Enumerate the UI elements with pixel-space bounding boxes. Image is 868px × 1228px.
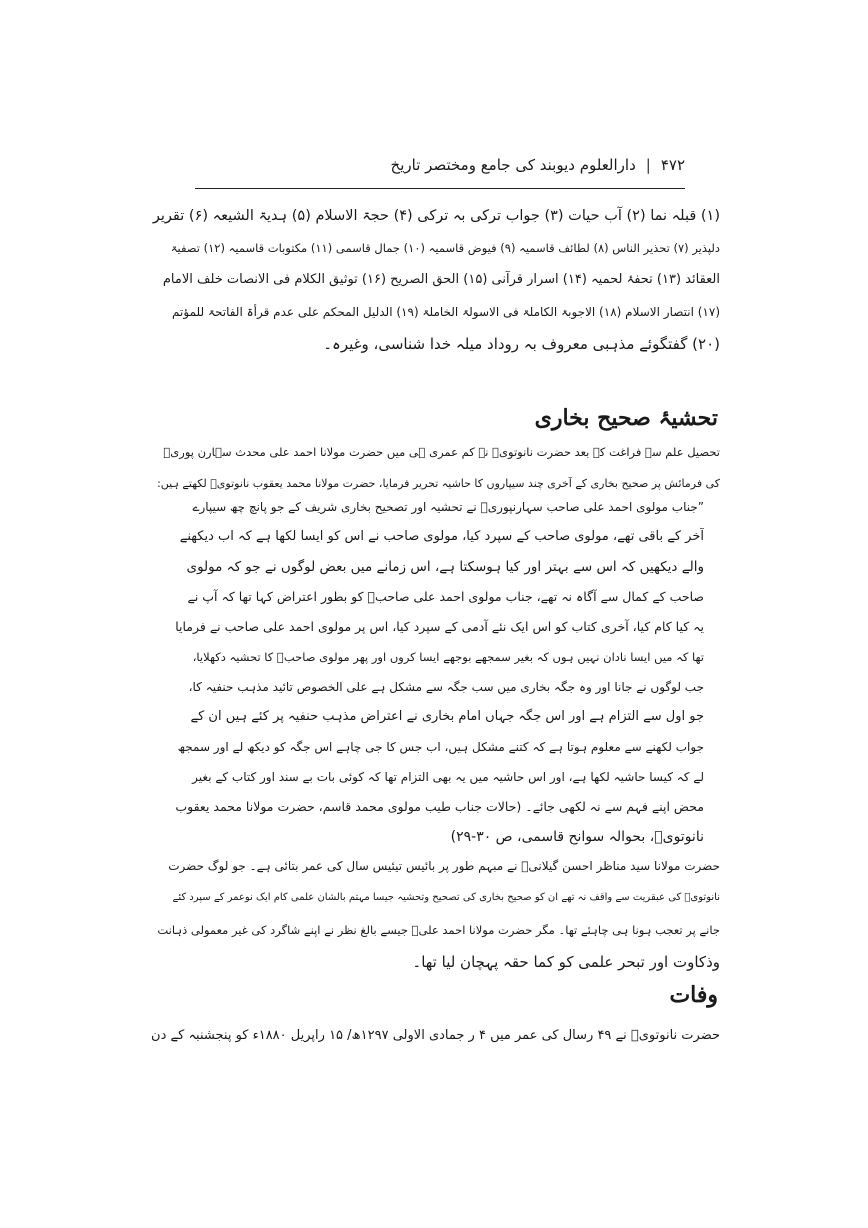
quote-line: یہ کیا کام کیا، آخری کتاب کو اس ایک نئے آدمی کے سپرد کیا، اس پر مولوی احمد علی صاحب نے فرمایا bbox=[175, 619, 704, 634]
paragraph-line: وذکاوت اور تبحر علمی کو کما حقہ پہچان لیا تھا۔ bbox=[412, 953, 720, 971]
books-list-line: العقائد (۱۳) تحفۂ لحمیہ (۱۴) اسرار قرآنی (۱۵) الحق الصریح (۱۶) توثیق الکلام فی الانصات خلف الامام bbox=[162, 272, 720, 287]
quote-line: والے دیکھیں کہ اس سے بہتر اور کیا ہوسکتا ہے، اس زمانے میں بعض لوگوں نے جو کہ مولوی bbox=[186, 559, 704, 575]
section-heading-wafat: وفات bbox=[669, 982, 718, 1008]
paragraph-line: نانوتویؒ کی عبقریت سے واقف نہ تھے ان کو صحیح بخاری کی تصحیح وتحشیہ جیسا مہتم بالشان علمی کام ایک نوعمر کے سپرد کئے bbox=[172, 892, 720, 903]
books-list-line: (۲۰) گفتگوئے مذہبی معروف بہ روداد میلہ خدا شناسی، وغیرہ۔ bbox=[323, 335, 720, 353]
books-list-line: (۱) قبلہ نما (۲) آب حیات (۳) جواب ترکی بہ ترکی (۴) حجۃ الاسلام (۵) ہدیۃ الشیعہ (۶) تقریر bbox=[152, 208, 720, 224]
quote-line: لے کہ کیسا حاشیہ لکھا ہے، اور اس حاشیہ میں یہ بھی التزام تھا کہ کوئی بات بے سند اور کتاب کے بغیر bbox=[192, 770, 704, 784]
quote-line: صاحب کے کمال سے آگاہ نہ تھے، جناب مولوی احمد علی صاحبؒ کو بطور اعتراض کہا تھا کہ آپ نے bbox=[187, 589, 704, 604]
quote-line: ”جناب مولوی احمد علی صاحب سہارنپوریؒ نے تحشیہ اور تصحیح بخاری شریف کے جو پانچ چھ سیپارے bbox=[192, 500, 704, 514]
paragraph-line: حضرت مولانا سید مناظر احسن گیلانیؒ نے مبہم طور پر بائیس تیئیس سال کی عمر بتائی ہے۔ جو لوگ حضرت bbox=[168, 859, 720, 873]
book-title: دارالعلوم دیوبند کی جامع ومختصر تاریخ bbox=[390, 156, 636, 174]
page-number: ۴۷۲ bbox=[660, 156, 685, 174]
books-list bbox=[150, 200, 720, 360]
books-list-line: (۱۷) انتصار الاسلام (۱۸) الاجوبۃ الکاملۃ فی الاسولۃ الخاملۃ (۱۹) الدلیل المحکم علی عدم قرأۃ الفاتحۃ للمؤتم bbox=[172, 305, 720, 319]
books-list-line: دلپذیر (۷) تحذیر الناس (۸) لطائف قاسمیہ (۹) فیوض قاسمیہ (۱۰) جمال قاسمی (۱۱) مکتوبات قاسمیہ (۱۲) تصفیۃ bbox=[170, 241, 720, 255]
paragraph-line: حضرت نانوتویؒ نے ۴۹ رسال کی عمر میں ۴ ر جمادی الاولی ۱۲۹۷ھ/ ۱۵ راپریل ۱۸۸۰ء کو پنجشنبہ کے دن bbox=[151, 1028, 720, 1043]
paragraph-line: جانے پر تعجب ہونا ہی چاہئے تھا۔ مگر حضرت مولانا احمد علیؒ جیسے بالغ نظر نے اپنے شاگرد کی غیر معمولی ذہانت bbox=[157, 923, 720, 937]
quote-line: جو اول سے التزام ہے اور اس جگہ جہاں امام بخاری نے اعتراض مذہب حنفیہ پر کئے ہیں ان کے bbox=[190, 709, 704, 724]
header-separator: | bbox=[645, 156, 651, 174]
quote-line: تھا کہ میں ایسا نادان نہیں ہوں کہ بغیر سمجھے بوجھے ایسا کروں اور پھر مولوی صاحبؒ کا تحشیہ دکھلایا، bbox=[192, 650, 704, 664]
quote-line: جب لوگوں نے جانا اور وہ جگہ بخاری میں سب جگہ سے مشکل ہے علی الخصوص تائید مذہب حنفیہ کا، bbox=[188, 680, 704, 694]
paragraph-line: تحصیل علم سے فراغت کے بعد حضرت نانوتویؒ نے کم عمری ہی میں حضرت مولانا احمد علی محدث سہارن پوریؒ bbox=[163, 445, 720, 459]
paragraph-line: کی فرمائش پر صحیح بخاری کے آخری چند سیپاروں کا حاشیہ تحریر فرمایا، حضرت مولانا محمد یعقوب نانوتویؒ لکھتے ہیں: bbox=[157, 477, 720, 490]
quote-line: آخر کے باقی تھے، مولوی صاحب کے سپرد کیا، مولوی صاحب نے اس کو ایسا لکھا ہے کہ اب دیکھنے bbox=[179, 529, 704, 544]
quote-line: جواب لکھنے سے معلوم ہوتا ہے کہ کتنے مشکل ہیں، اب جس کا جی چاہے اس جگہ کو دیکھ لے اور سمجھ bbox=[177, 740, 704, 754]
header-rule bbox=[195, 188, 685, 189]
running-header bbox=[195, 150, 685, 180]
section-heading-tahshiya: تحشیۂ صحیح بخاری bbox=[534, 405, 718, 431]
quote-line: نانوتویؒ، بحوالہ سوانح قاسمی، ص ۳۰-۲۹) bbox=[450, 829, 704, 845]
final-paragraph bbox=[150, 1020, 720, 1052]
block-quote bbox=[172, 492, 704, 852]
quote-line: محض اپنے فہم سے نہ لکھی جائے۔ (حالات جناب طیب مولوی محمد قاسم، حضرت مولانا محمد یعقوب bbox=[175, 799, 704, 814]
after-quote-paragraph bbox=[150, 850, 720, 978]
intro-paragraph bbox=[150, 436, 720, 500]
